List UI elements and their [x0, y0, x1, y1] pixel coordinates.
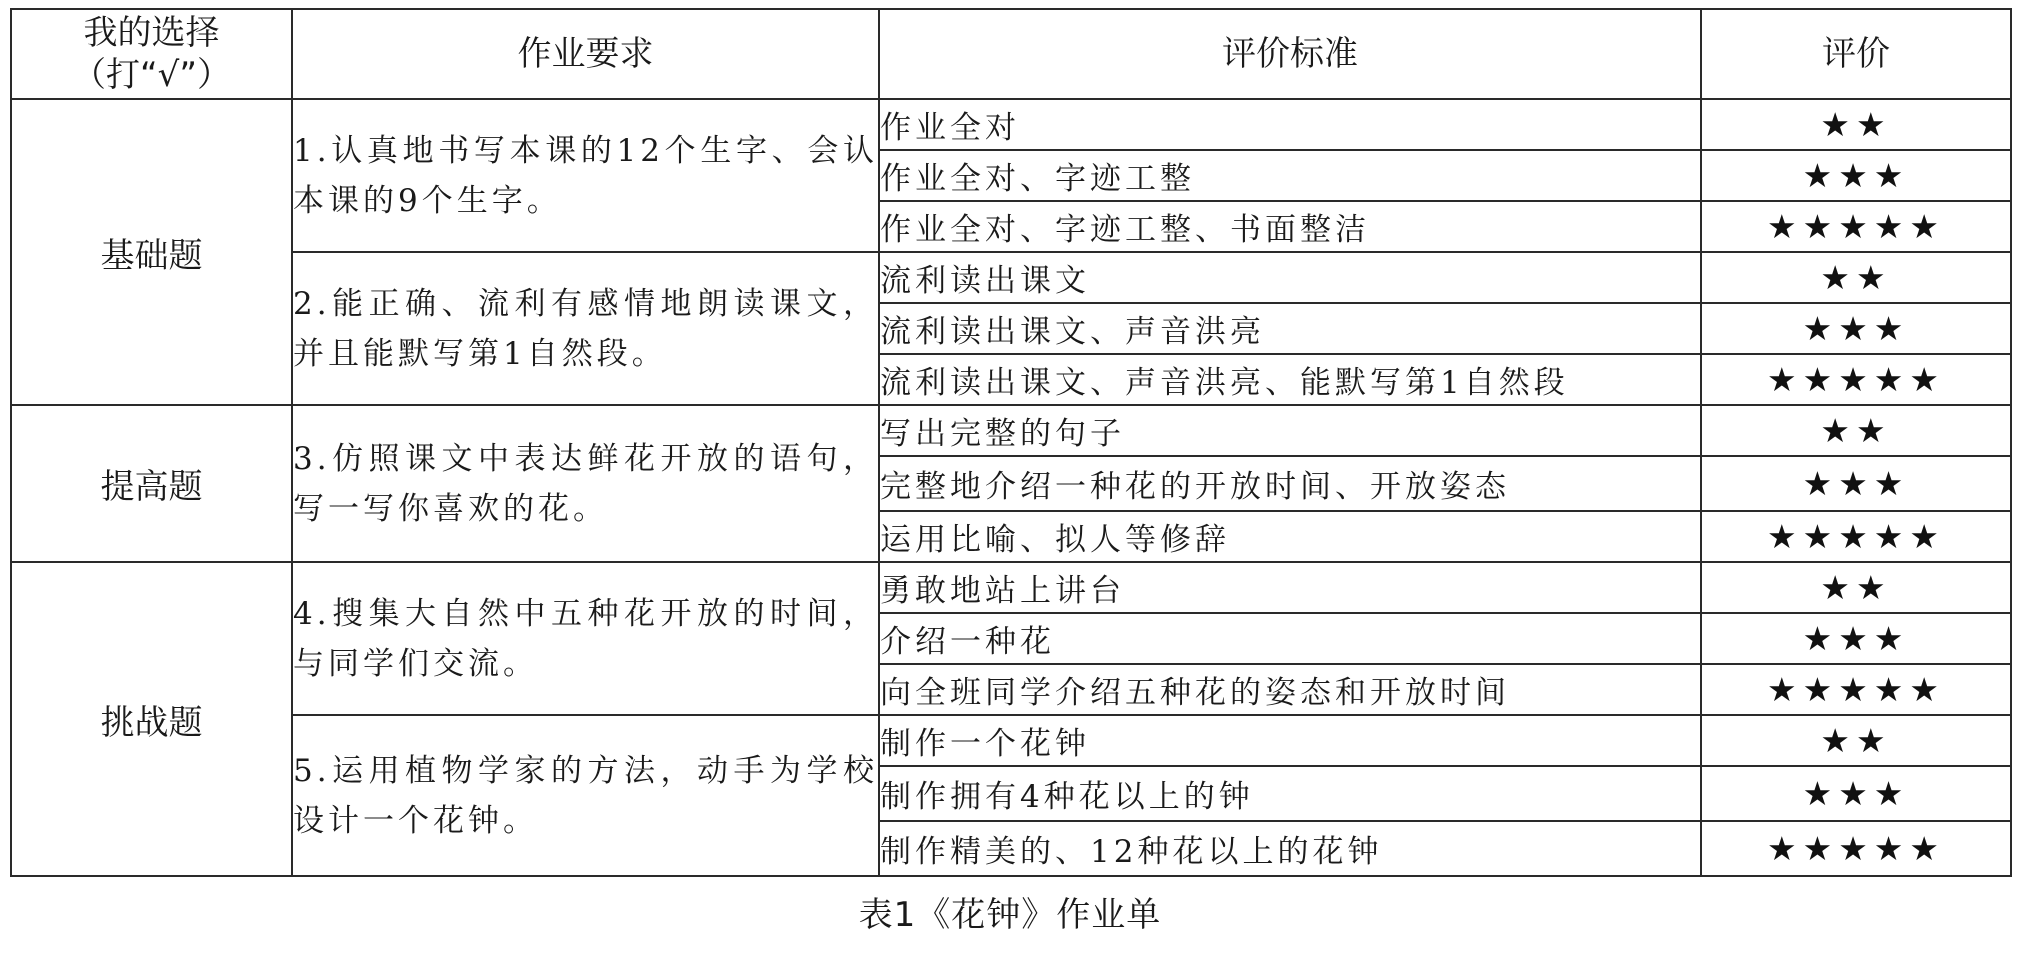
- requirement-cell: 5.运用植物学家的方法，动手为学校设计一个花钟。: [292, 715, 879, 876]
- rating-stars: ★★★: [1701, 613, 2011, 664]
- rating-stars: ★★: [1701, 715, 2011, 766]
- header-choice: [11, 9, 292, 99]
- rating-stars: ★★: [1701, 562, 2011, 613]
- criterion-cell: 制作一个花钟: [879, 715, 1701, 766]
- worksheet-page: [10, 8, 2010, 936]
- rating-stars: ★★: [1701, 99, 2011, 150]
- criterion-cell: 流利读出课文: [879, 252, 1701, 303]
- table-row: [11, 405, 2011, 456]
- rating-stars: ★★★★★: [1701, 201, 2011, 252]
- rating-stars: ★★★: [1701, 766, 2011, 821]
- category-cell: 提高题: [11, 405, 292, 562]
- criterion-cell: 向全班同学介绍五种花的姿态和开放时间: [879, 664, 1701, 715]
- requirement-cell: 4.搜集大自然中五种花开放的时间，与同学们交流。: [292, 562, 879, 715]
- rating-stars: ★★★★★: [1701, 511, 2011, 562]
- table-row: [11, 99, 2011, 150]
- rating-stars: ★★: [1701, 405, 2011, 456]
- criterion-cell: 介绍一种花: [879, 613, 1701, 664]
- rating-stars: ★★★: [1701, 150, 2011, 201]
- table-row: [11, 715, 2011, 766]
- category-cell: 挑战题: [11, 562, 292, 876]
- requirement-cell: 3.仿照课文中表达鲜花开放的语句，写一写你喜欢的花。: [292, 405, 879, 562]
- criterion-cell: 制作精美的、12种花以上的花钟: [879, 821, 1701, 876]
- header-criteria: 评价标准: [879, 9, 1701, 99]
- table-row: [11, 562, 2011, 613]
- table-row: [11, 252, 2011, 303]
- rating-stars: ★★★: [1701, 303, 2011, 354]
- rating-stars: ★★★★★: [1701, 821, 2011, 876]
- header-choice-line2: （打“√”）: [72, 55, 231, 95]
- rating-stars: ★★★★★: [1701, 664, 2011, 715]
- criterion-cell: 作业全对: [879, 99, 1701, 150]
- criterion-cell: 作业全对、字迹工整、书面整洁: [879, 201, 1701, 252]
- table-caption: 表1《花钟》作业单: [858, 895, 1162, 935]
- criterion-cell: 作业全对、字迹工整: [879, 150, 1701, 201]
- requirement-cell: 1.认真地书写本课的12个生字、会认本课的9个生字。: [292, 99, 879, 252]
- rating-stars: ★★★: [1701, 456, 2011, 511]
- requirement-cell: 2.能正确、流利有感情地朗读课文，并且能默写第1自然段。: [292, 252, 879, 405]
- rating-stars: ★★★★★: [1701, 354, 2011, 405]
- header-rating: 评价: [1701, 9, 2011, 99]
- criterion-cell: 勇敢地站上讲台: [879, 562, 1701, 613]
- criterion-cell: 流利读出课文、声音洪亮: [879, 303, 1701, 354]
- criterion-cell: 完整地介绍一种花的开放时间、开放姿态: [879, 456, 1701, 511]
- criterion-cell: 流利读出课文、声音洪亮、能默写第1自然段: [879, 354, 1701, 405]
- header-row: [11, 9, 2011, 99]
- rating-stars: ★★: [1701, 252, 2011, 303]
- header-choice-line1: 我的选择: [83, 13, 220, 53]
- criterion-cell: 制作拥有4种花以上的钟: [879, 766, 1701, 821]
- homework-table: [10, 8, 2012, 877]
- criterion-cell: 写出完整的句子: [879, 405, 1701, 456]
- criterion-cell: 运用比喻、拟人等修辞: [879, 511, 1701, 562]
- header-requirement: 作业要求: [292, 9, 879, 99]
- category-cell: 基础题: [11, 99, 292, 405]
